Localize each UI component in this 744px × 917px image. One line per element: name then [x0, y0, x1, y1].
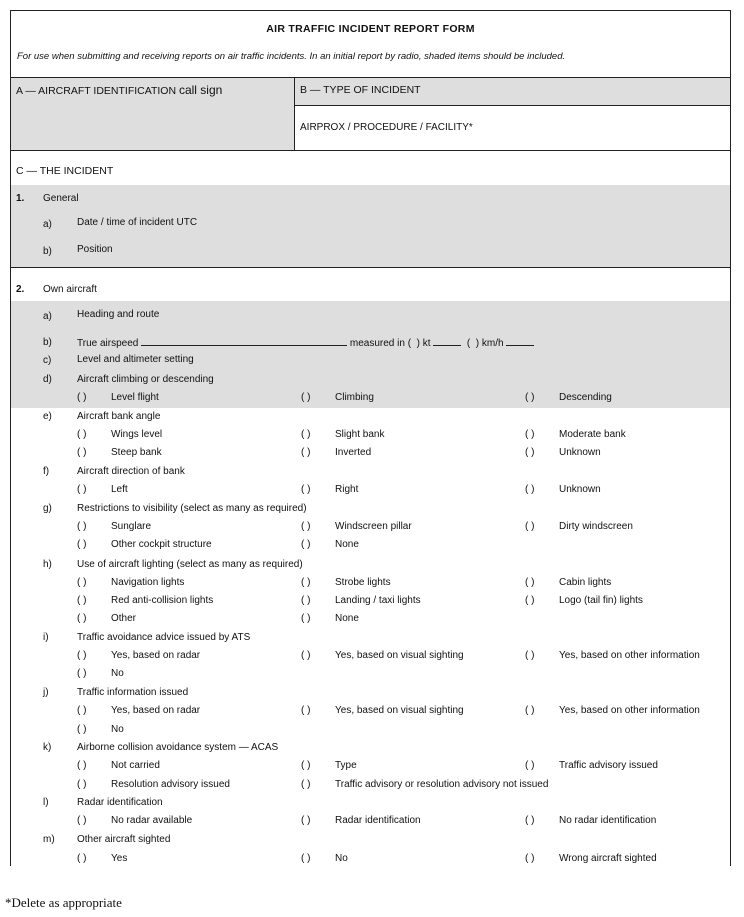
option-checkbox[interactable]: ( ) — [301, 613, 311, 624]
option-checkbox[interactable]: ( ) — [77, 447, 87, 458]
option-label: Moderate bank — [559, 429, 626, 440]
item-text: Aircraft bank angle — [77, 411, 161, 422]
option-checkbox[interactable]: ( ) — [525, 705, 535, 716]
item-text: Other aircraft sighted — [77, 834, 171, 845]
form-note: For use when submitting and receiving reports on air traffic incidents. In an initial report by radio, shaded items should be included. — [17, 51, 566, 62]
option-checkbox[interactable]: ( ) — [301, 392, 311, 403]
option-label: None — [335, 613, 359, 624]
item-letter: e) — [43, 411, 52, 422]
item-text: Airborne collision avoidance system — ACAS — [77, 742, 279, 753]
option-checkbox[interactable]: ( ) — [301, 484, 311, 495]
option-checkbox[interactable]: ( ) — [301, 760, 311, 771]
option-label: Resolution advisory issued — [111, 779, 230, 790]
item-text: Heading and route — [77, 309, 160, 320]
option-checkbox[interactable]: ( ) — [525, 760, 535, 771]
option-label: None — [335, 539, 359, 550]
option-checkbox[interactable]: ( ) — [301, 577, 311, 588]
option-checkbox[interactable]: ( ) — [301, 447, 311, 458]
option-checkbox[interactable]: ( ) — [77, 577, 87, 588]
item-letter: j) — [43, 687, 49, 698]
option-checkbox[interactable]: ( ) — [77, 724, 87, 735]
option-label: Steep bank — [111, 447, 162, 458]
option-label: Yes, based on visual sighting — [335, 705, 464, 716]
option-label: Inverted — [335, 447, 372, 458]
rule-ab-divider — [294, 77, 295, 150]
option-label: No — [111, 724, 124, 735]
option-label: Cabin lights — [559, 577, 612, 588]
option-label: Windscreen pillar — [335, 521, 412, 532]
option-checkbox[interactable]: ( ) — [525, 521, 535, 532]
option-checkbox[interactable]: ( ) — [77, 705, 87, 716]
item-letter: a) — [43, 219, 52, 230]
option-checkbox[interactable]: ( ) — [77, 539, 87, 550]
item-title: Own aircraft — [43, 284, 97, 295]
option-checkbox[interactable]: ( ) — [77, 779, 87, 790]
option-label: Climbing — [335, 392, 374, 403]
option-label: Yes — [111, 853, 128, 864]
option-label: Dirty windscreen — [559, 521, 633, 532]
footnote: *Delete as appropriate — [5, 895, 122, 910]
item-letter: g) — [43, 503, 52, 514]
option-label: Traffic advisory or resolution advisory not issued — [335, 779, 549, 790]
airspeed-blank[interactable] — [141, 336, 347, 346]
item-text: Restrictions to visibility (select as many as required) — [77, 503, 307, 514]
option-label: Sunglare — [111, 521, 152, 532]
option-label: Yes, based on other information — [559, 705, 700, 716]
form-title: AIR TRAFFIC INCIDENT REPORT FORM — [266, 23, 475, 35]
item-letter: c) — [43, 355, 52, 366]
option-label: Type — [335, 760, 357, 771]
section-c-heading: C — THE INCIDENT — [16, 165, 114, 177]
option-checkbox[interactable]: ( ) — [301, 539, 311, 550]
option-label: Unknown — [559, 447, 601, 458]
option-checkbox[interactable]: ( ) — [301, 521, 311, 532]
item-text: Aircraft climbing or descending — [77, 374, 214, 385]
option-checkbox[interactable]: ( ) — [525, 392, 535, 403]
option-label: Right — [335, 484, 359, 495]
option-label: Radar identification — [335, 815, 421, 826]
option-checkbox[interactable]: ( ) — [77, 595, 87, 606]
option-label: Other cockpit structure — [111, 539, 212, 550]
option-checkbox[interactable]: ( ) — [525, 595, 535, 606]
rule-section-b — [294, 105, 730, 106]
option-checkbox[interactable]: ( ) — [525, 650, 535, 661]
option-checkbox[interactable]: ( ) — [77, 650, 87, 661]
section-a-heading: A — AIRCRAFT IDENTIFICATION call sign — [16, 83, 223, 97]
option-checkbox[interactable]: ( ) — [77, 668, 87, 679]
item-letter: f) — [43, 466, 50, 477]
option-checkbox[interactable]: ( ) — [301, 429, 311, 440]
item-text: Date / time of incident UTC — [77, 217, 198, 228]
option-checkbox[interactable]: ( ) — [301, 650, 311, 661]
option-label: Yes, based on visual sighting — [335, 650, 464, 661]
option-checkbox[interactable]: ( ) — [77, 484, 87, 495]
option-label: Strobe lights — [335, 577, 391, 588]
call-sign-label: call sign — [178, 83, 223, 97]
option-checkbox[interactable]: ( ) — [301, 815, 311, 826]
item-text: Traffic avoidance advice issued by ATS — [77, 632, 251, 643]
option-checkbox[interactable]: ( ) — [525, 429, 535, 440]
option-label: Not carried — [111, 760, 160, 771]
item-text: Position — [77, 244, 113, 255]
item-letter: a) — [43, 311, 52, 322]
item-letter: i) — [43, 632, 49, 643]
option-label: No radar available — [111, 815, 193, 826]
option-checkbox[interactable]: ( ) — [525, 447, 535, 458]
option-checkbox[interactable]: ( ) — [77, 760, 87, 771]
kt-blank[interactable] — [433, 336, 461, 346]
option-checkbox[interactable]: ( ) — [77, 392, 87, 403]
item-letter: m) — [43, 834, 55, 845]
option-label: Landing / taxi lights — [335, 595, 421, 606]
rule-general-bottom — [11, 267, 730, 268]
option-label: Traffic advisory issued — [559, 760, 658, 771]
section-b-heading: B — TYPE OF INCIDENT — [300, 84, 421, 96]
item-number: 1. — [16, 193, 25, 204]
item-number: 2. — [16, 284, 25, 295]
item-letter: d) — [43, 374, 52, 385]
incident-type-options: AIRPROX / PROCEDURE / FACILITY* — [300, 122, 473, 133]
item-letter: k) — [43, 742, 52, 753]
option-label: Other — [111, 613, 137, 624]
option-checkbox[interactable]: ( ) — [77, 521, 87, 532]
option-label: Yes, based on radar — [111, 650, 201, 661]
option-checkbox[interactable]: ( ) — [525, 577, 535, 588]
rule-header — [11, 77, 730, 78]
option-label: Wrong aircraft sighted — [559, 853, 657, 864]
option-label: Level flight — [111, 392, 159, 403]
option-checkbox[interactable]: ( ) — [301, 595, 311, 606]
option-label: No radar identification — [559, 815, 657, 826]
item-title: General — [43, 193, 79, 204]
item-letter: h) — [43, 559, 52, 570]
option-checkbox[interactable]: ( ) — [77, 613, 87, 624]
item-letter: b) — [43, 337, 52, 348]
option-checkbox[interactable]: ( ) — [77, 429, 87, 440]
option-checkbox[interactable]: ( ) — [525, 815, 535, 826]
option-label: Yes, based on other information — [559, 650, 700, 661]
item-letter: l) — [43, 797, 49, 808]
option-label: Slight bank — [335, 429, 385, 440]
item-text: Traffic information issued — [77, 687, 189, 698]
option-label: No — [111, 668, 124, 679]
option-label: Navigation lights — [111, 577, 185, 588]
option-label: Left — [111, 484, 128, 495]
item-text: Use of aircraft lighting (select as many as required) — [77, 559, 303, 570]
option-label: Red anti-collision lights — [111, 595, 214, 606]
option-label: No — [335, 853, 348, 864]
option-label: Wings level — [111, 429, 163, 440]
item-letter: b) — [43, 246, 52, 257]
option-label: Descending — [559, 392, 612, 403]
rule-section-ab-bottom — [11, 150, 730, 151]
option-checkbox[interactable]: ( ) — [301, 853, 311, 864]
option-label: Unknown — [559, 484, 601, 495]
item-text: Level and altimeter setting — [77, 354, 194, 365]
kmh-blank[interactable] — [506, 336, 534, 346]
option-checkbox[interactable]: ( ) — [77, 853, 87, 864]
option-checkbox[interactable]: ( ) — [301, 779, 311, 790]
true-airspeed-row: True airspeed measured in ( ) kt ( ) km/h — [77, 336, 534, 350]
option-label: Logo (tail fin) lights — [559, 595, 643, 606]
option-checkbox[interactable]: ( ) — [301, 705, 311, 716]
item-text: Radar identification — [77, 797, 163, 808]
option-checkbox[interactable]: ( ) — [77, 815, 87, 826]
option-label: Yes, based on radar — [111, 705, 201, 716]
option-checkbox[interactable]: ( ) — [525, 484, 535, 495]
item-text: Aircraft direction of bank — [77, 466, 185, 477]
option-checkbox[interactable]: ( ) — [525, 853, 535, 864]
incident-report-form — [10, 10, 731, 866]
